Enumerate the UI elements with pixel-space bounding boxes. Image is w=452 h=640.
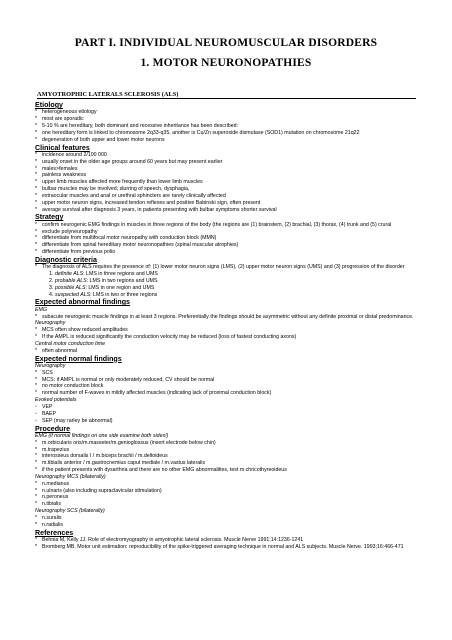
- subheading: Neurography SCS (bilaterally): [35, 508, 105, 515]
- subheading: Central motor conduction time: [35, 340, 106, 347]
- list-item: * differentiate from multifocal motor neuropathy with conduction block (MMN): [35, 235, 217, 242]
- subheading: EMG: [35, 306, 47, 313]
- references-heading: References: [35, 528, 74, 537]
- subheading: Evoked potentials: [35, 397, 77, 404]
- clinical-list: [35, 152, 417, 214]
- list-item: * interosseus dorsalis I / m.biceps brachii / m.deltoideus: [35, 453, 168, 460]
- list-item: * one hereditary form is linked to chromosome 2q33-q35, another is Cu/Zn superoxide dismutase (SOD1) mutation on chromosome 21q22: [35, 129, 360, 136]
- list-item: * most are sporadic: [35, 116, 84, 123]
- list-item: * exclude polyneuropathy: [35, 228, 98, 235]
- list-item: * 5-10 % are hereditary, both dominant and recessive inheritance has been described:: [35, 122, 239, 129]
- reference-item: * Bromberg MB. Motor unit estimation: reproducibility of the spike-triggered averaging technique in normal and ALS subjects. Muscle Nerve. 1993;16:466-471: [35, 543, 404, 550]
- strategy-heading: Strategy: [35, 213, 64, 222]
- list-item: * if the patient presents with dysarthria and there are no other EMG abnormalities, test m.chricothyreoideus: [35, 467, 287, 474]
- criteria-list: [35, 271, 417, 298]
- list-item: * MCS: if AMPL is normal or only moderately reduced, CV should be normal: [35, 376, 215, 383]
- list-item: * normal number of F-waves in mildly affected muscles (indicating lack of proximal conduction block): [35, 390, 272, 397]
- list-item: * n.medianus: [35, 480, 70, 487]
- criteria-intro: * The diagnosis of ALS requires the presence of: (1) lower motor neuron signs (LMS), (2) upper motor neuron signs (UMS) and (3) progression of the disorder: [35, 264, 405, 271]
- list-item: * m.tibialis anterior / m.gastrocnemius caput mediale / m.vastus lateralis: [35, 460, 206, 467]
- section-title: AMYOTROPHIC LATERALS SCLEROSIS (ALS): [37, 91, 179, 98]
- list-item: * n.ulnaris (also including supraclavicular stimulation): [35, 487, 162, 494]
- document-body: [35, 101, 417, 551]
- list-item: * upper motor neuron signs, increased tendon reflexes and positive Babinski sign, often present: [35, 199, 261, 206]
- procedure-heading: Procedure: [35, 424, 71, 433]
- list-item: * incidence around 2/100 000: [35, 151, 107, 158]
- criteria-heading: Diagnostic criteria: [35, 255, 97, 264]
- list-item: * subacute neurogenic muscle findings in at least 3 regions. Preferentially the findings should be asymmetric without any definite proximal or distal predominance.: [35, 313, 414, 320]
- list-item: * upper limb muscles affected more frequently than lower limb muscles: [35, 179, 203, 186]
- list-item: ◦ VEP: [35, 404, 53, 410]
- list-item: * n.suralis: [35, 514, 62, 521]
- list-item: * painless weakness: [35, 172, 87, 179]
- subheading: Neurography: [35, 320, 66, 327]
- list-item: * SCS: [35, 369, 53, 376]
- list-item: ◦ BAEP: [35, 410, 57, 417]
- list-item: * often abnormal: [35, 347, 78, 354]
- subheading: Neurography MCS (bilaterally): [35, 473, 106, 480]
- etiology-list: [35, 109, 417, 143]
- list-item: ◦ SEP (may rarley be abnormal): [35, 417, 113, 424]
- list-item: * m.trapezius: [35, 446, 70, 453]
- normal-heading: Expected normal findings: [35, 354, 122, 363]
- criteria-item: 1. definite ALS: LMS in three regions and UMS: [49, 271, 158, 278]
- list-item: * no motor conduction block: [35, 383, 104, 390]
- list-item: * n.tibialis: [35, 501, 61, 508]
- list-item: * n.radialis: [35, 521, 64, 528]
- list-item: * bulbar muscles may be involved; slurring of speech, dysphagia,: [35, 186, 190, 193]
- reference-item: * Behnia M, Kelly JJ. Role of electromyography in amyotrophic lateral sclerosis. Muscle Nerve 1991;14:1236-1241: [35, 536, 304, 543]
- list-item: * heterogeneous etiology: [35, 109, 97, 116]
- subheading: Neurography: [35, 362, 66, 369]
- part-title: PART I. INDIVIDUAL NEUROMUSCULAR DISORDERS: [74, 37, 378, 49]
- etiology-heading: Etiology: [35, 101, 63, 109]
- list-item: * m.orbicularis oris/m.masseter/m.genioglossus (insert electrode below chin): [35, 439, 216, 446]
- list-item: * usually onset in the older age groups around 60 years but may present earlier: [35, 158, 223, 165]
- section-rule: [37, 98, 416, 99]
- list-item: * If the AMPL is reduced significantly the conduction velocity may be reduced (loss of fastest conducting axons): [35, 334, 297, 341]
- subheading: EMG (if normal findings on one side examine both sides!): [35, 432, 169, 439]
- list-item: * differentiate from previous polio: [35, 249, 116, 256]
- criteria-item: 4. suspected ALS: LMS in two or three regions: [49, 291, 158, 298]
- list-item: * differentiate from spinal hereditary motor neuronopathies (spinal muscular atrophies): [35, 242, 239, 249]
- list-item: * males>females: [35, 165, 78, 172]
- list-item: * n.peroneus: [35, 494, 69, 501]
- chapter-title: 1. MOTOR NEURONOPATHIES: [140, 57, 312, 69]
- criteria-item: 2. probable ALS: LMS in two regions and UMS: [49, 277, 158, 284]
- strategy-list: [35, 222, 417, 256]
- list-item: * MCS often show reduced amplitudes: [35, 327, 128, 334]
- list-item: * average survival after diagnosis 3 years, in patients presenting with bulbar symptoms shorter survival: [35, 206, 277, 213]
- list-item: * confirm neurogenic EMG findings in muscles in three regions of the body (the regions are (1) brainstem, (2) brachial, (3) thorax, (4) trunk and (5) crural: [35, 221, 392, 228]
- criteria-item: 3. possible ALS: LMS in one region and UMS: [49, 284, 155, 291]
- list-item: * degeneration of both upper and lower motor neurons: [35, 136, 165, 143]
- clinical-heading: Clinical features: [35, 143, 90, 152]
- abnormal-heading: Expected abnormal findings: [35, 298, 130, 307]
- list-item: * extraocular muscles and anal or urethral sphincters are rarely clinically affected: [35, 192, 226, 199]
